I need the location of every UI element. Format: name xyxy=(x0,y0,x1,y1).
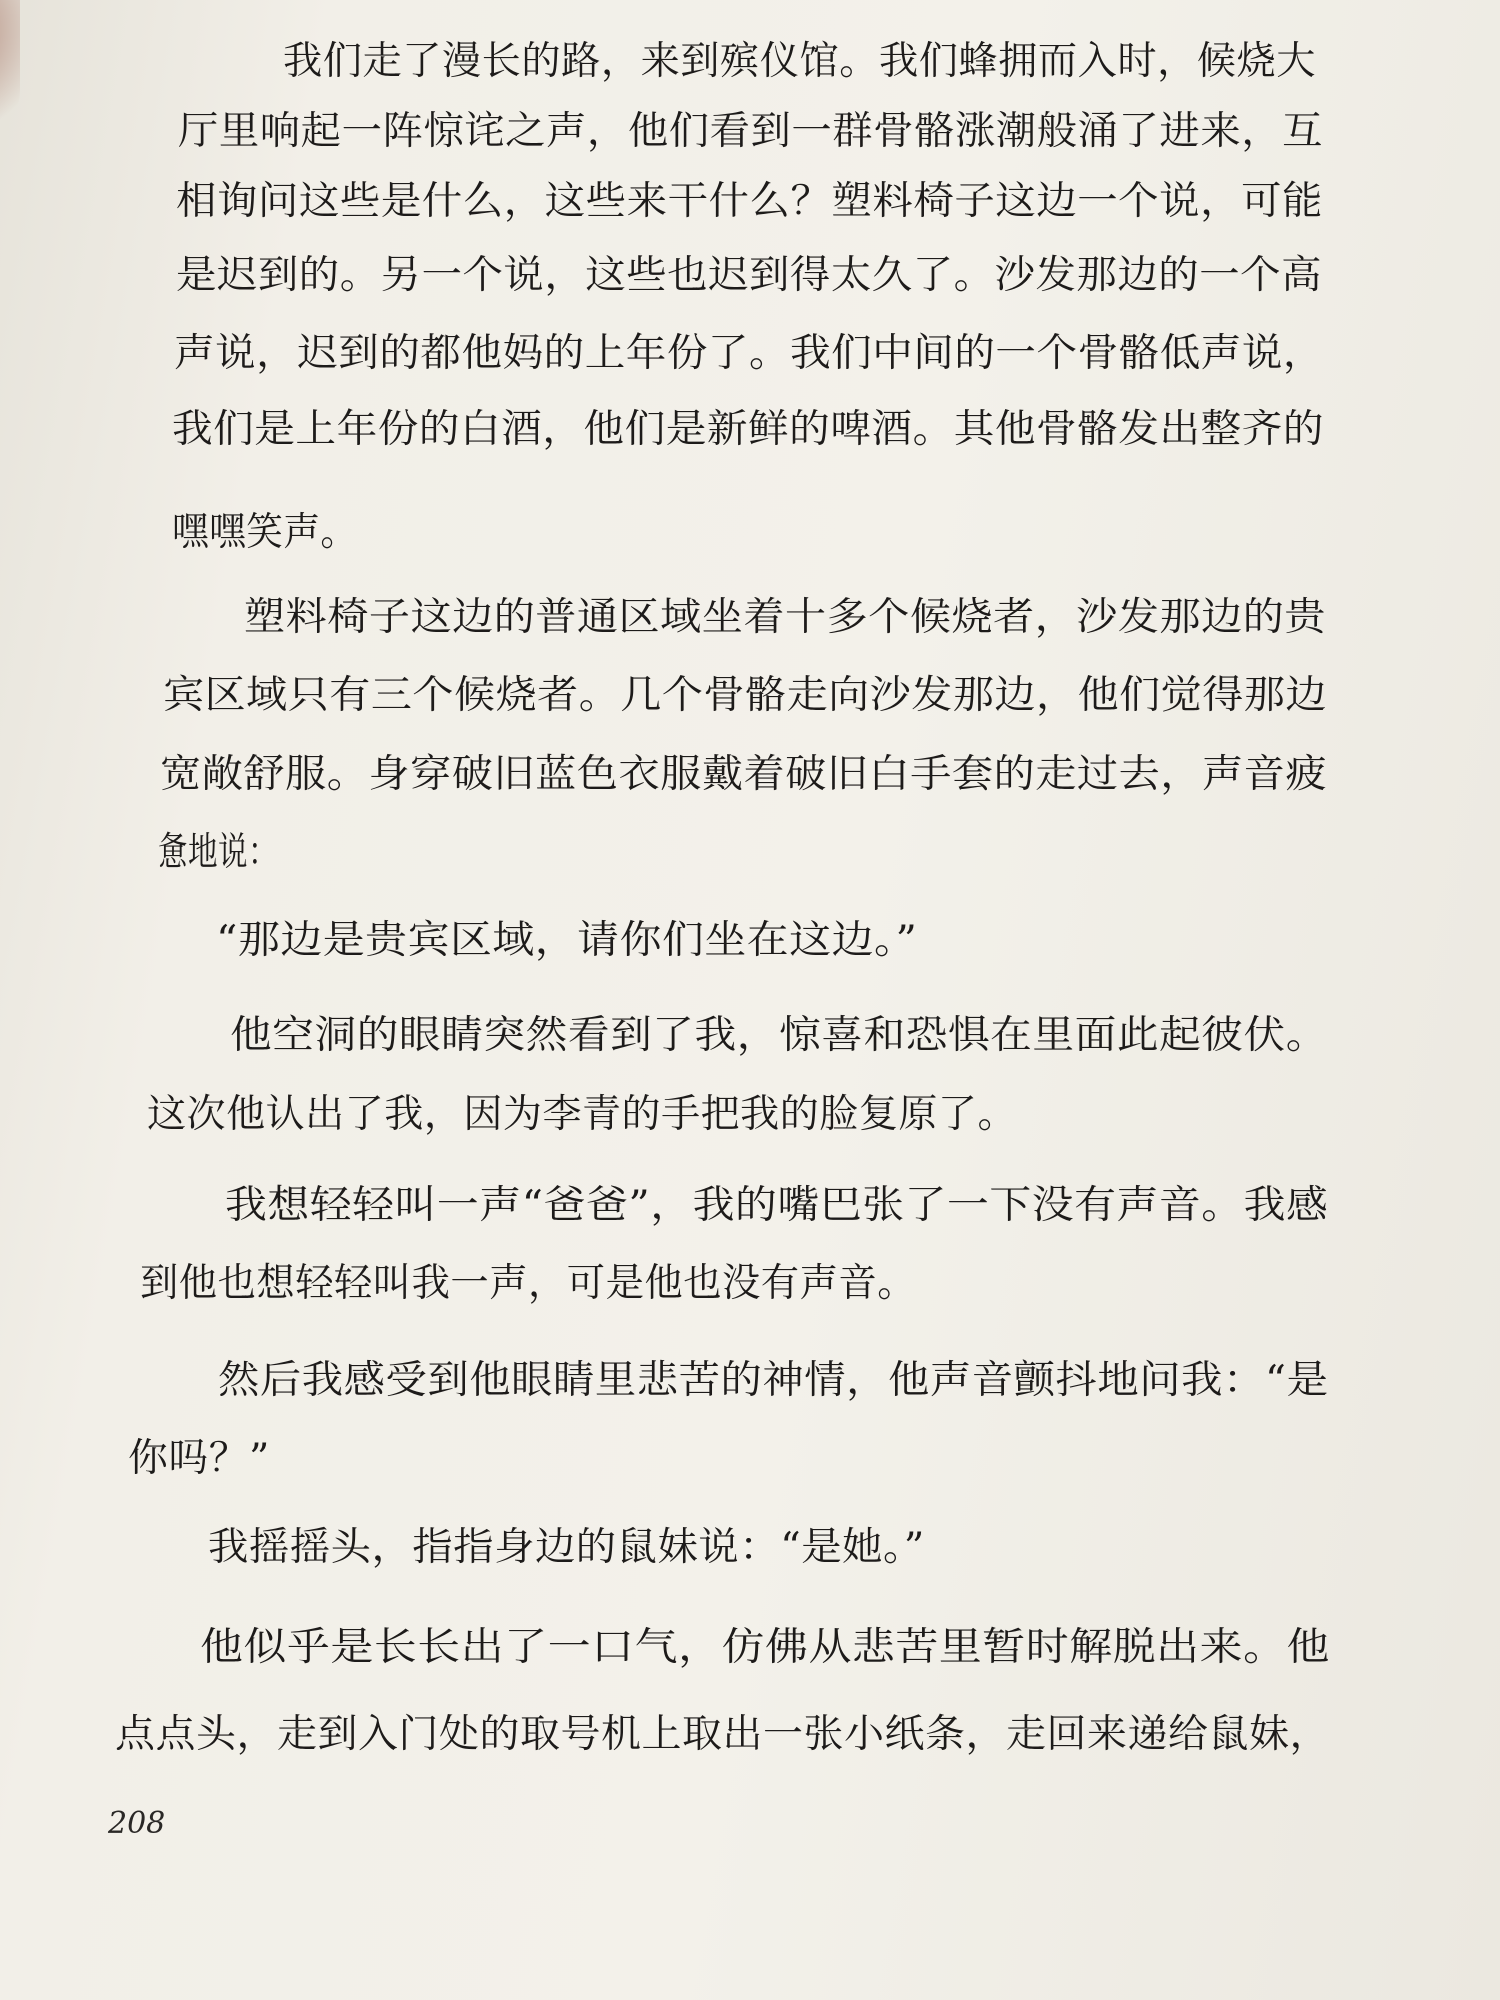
text-line: 我摇摇头，指指身边的鼠妹说：“是她。” xyxy=(208,1525,925,1570)
text-line: 宽敞舒服。身穿破旧蓝色衣服戴着破旧白手套的走过去，声音疲 xyxy=(160,752,1328,797)
text-line: 他似乎是长长出了一口气，仿佛从悲苦里暂时解脱出来。他 xyxy=(200,1625,1331,1670)
text-line: 我想轻轻叫一声“爸爸”，我的嘴巴张了一下没有声音。我感 xyxy=(225,1183,1329,1228)
text-line: 声说，迟到的都他妈的上年份了。我们中间的一个骨骼低声说， xyxy=(174,331,1325,376)
text-line: 宾区域只有三个候烧者。几个骨骼走向沙发那边，他们觉得那边 xyxy=(163,673,1328,718)
text-line: 厅里响起一阵惊诧之声，他们看到一群骨骼涨潮般涌了进来，互 xyxy=(178,109,1324,154)
text-line: 我们是上年份的白酒，他们是新鲜的啤酒。其他骨骼发出整齐的 xyxy=(172,407,1325,452)
text-line: 这次他认出了我，因为李青的手把我的脸复原了。 xyxy=(147,1092,1018,1137)
text-line: 他空洞的眼睛突然看到了我，惊喜和恐惧在里面此起彼伏。 xyxy=(230,1013,1329,1058)
text-line: 我们走了漫长的路，来到殡仪馆。我们蜂拥而入时，候烧大 xyxy=(283,39,1317,84)
page-number: 208 xyxy=(108,1806,166,1841)
text-line: 嘿嘿笑声。 xyxy=(172,510,358,555)
text-line: 是迟到的。另一个说，这些也迟到得太久了。沙发那边的一个高 xyxy=(176,253,1323,298)
text-line: 你吗？” xyxy=(128,1436,270,1481)
text-line: 点点头，走到入门处的取号机上取出一张小纸条，走回来递给鼠妹， xyxy=(115,1712,1331,1757)
text-line: “那边是贵宾区域，请你们坐在这边。” xyxy=(216,918,918,963)
text-line: 惫地说： xyxy=(158,830,279,875)
text-line: 塑料椅子这边的普通区域坐着十多个候烧者，沙发那边的贵 xyxy=(244,595,1327,640)
text-line: 然后我感受到他眼睛里悲苦的神情，他声音颤抖地问我：“是 xyxy=(218,1358,1329,1403)
text-line: 相询问这些是什么，这些来干什么？塑料椅子这边一个说，可能 xyxy=(176,179,1324,224)
text-line: 到他也想轻轻叫我一声，可是他也没有声音。 xyxy=(140,1261,917,1306)
